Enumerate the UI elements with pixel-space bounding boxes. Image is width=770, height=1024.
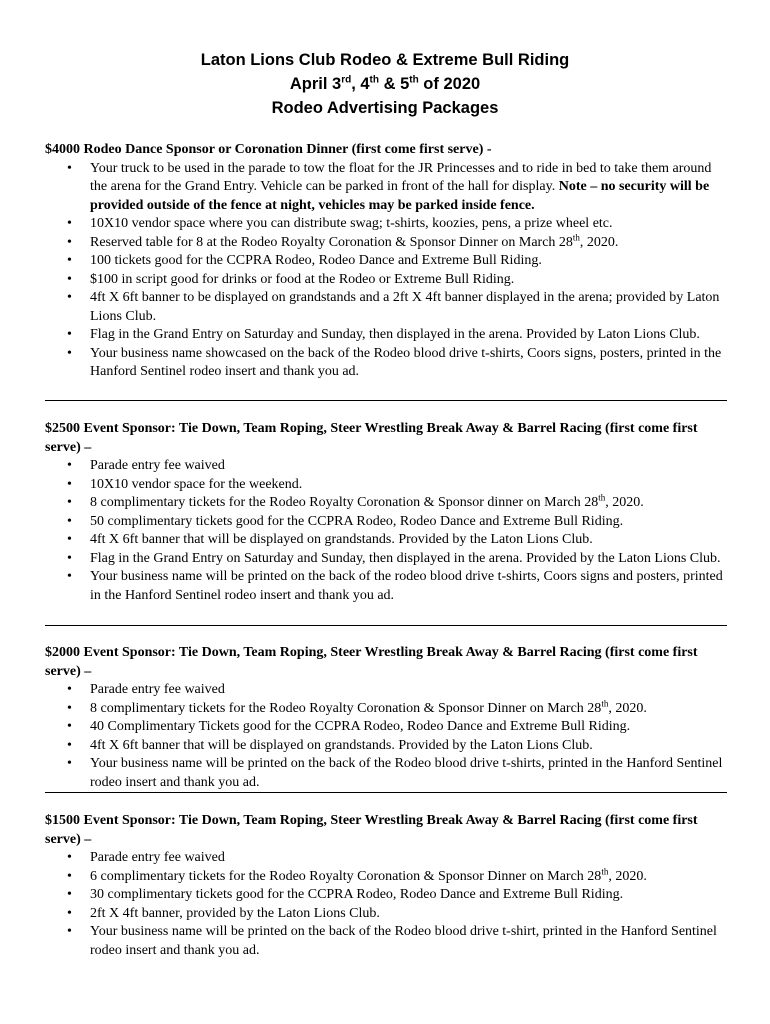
title-line-1: Laton Lions Club Rodeo & Extreme Bull Riding: [200, 51, 570, 69]
package-2500: [45, 420, 727, 605]
package-1500: [45, 812, 727, 960]
list-item: • Your truck to be used in the parade to tow the float for the JR Princesses and to ride in bed to take them around the arena for the Grand Entry. Vehicle can be parked in front of the hall for display. Note – no security will be provided outside of the fence at night, vehicles may be parked inside fence.: [45, 160, 727, 216]
list-item: • Parade entry fee waived: [45, 457, 727, 476]
list-item: • Parade entry fee waived: [45, 681, 727, 700]
package-items: [45, 457, 727, 605]
package-heading: $2500 Event Sponsor: Tie Down, Team Roping, Steer Wrestling Break Away & Barrel Racing (first come first serve) –: [45, 421, 698, 455]
list-item: • 8 complimentary tickets for the Rodeo Royalty Coronation & Sponsor Dinner on March 28th, 2020.: [45, 700, 727, 719]
section-divider: [45, 400, 727, 401]
package-heading: $2000 Event Sponsor: Tie Down, Team Roping, Steer Wrestling Break Away & Barrel Racing (first come first serve) –: [45, 645, 698, 679]
list-item: • 30 complimentary tickets good for the CCPRA Rodeo, Rodeo Dance and Extreme Bull Riding.: [45, 886, 727, 905]
list-item: • Flag in the Grand Entry on Saturday and Sunday, then displayed in the arena. Provided by Laton Lions Club.: [45, 326, 727, 345]
title-line-3: Rodeo Advertising Packages: [271, 99, 499, 117]
section-divider: [45, 625, 727, 626]
package-items: [45, 849, 727, 960]
list-item: • 10X10 vendor space where you can distribute swag; t-shirts, koozies, pens, a prize wheel etc.: [45, 215, 727, 234]
list-item: • 2ft X 4ft banner, provided by the Laton Lions Club.: [45, 905, 727, 924]
list-item: • Your business name will be printed on the back of the Rodeo blood drive t-shirt, printed in the Hanford Sentinel rodeo insert and thank you ad.: [45, 923, 727, 960]
document-title: [0, 48, 770, 120]
package-4000: [45, 141, 727, 382]
list-item: • Flag in the Grand Entry on Saturday and Sunday, then displayed in the arena. Provided by the Laton Lions Club.: [45, 550, 727, 569]
list-item: • $100 in script good for drinks or food at the Rodeo or Extreme Bull Riding.: [45, 271, 727, 290]
list-item: • Your business name will be printed on the back of the rodeo blood drive t-shirts, Coors signs and posters, printed in the Hanford Sentinel rodeo insert and thank you ad.: [45, 568, 727, 605]
section-divider: [45, 792, 727, 793]
list-item: • 10X10 vendor space for the weekend.: [45, 476, 727, 495]
list-item: • 100 tickets good for the CCPRA Rodeo, Rodeo Dance and Extreme Bull Riding.: [45, 252, 727, 271]
package-heading: $4000 Rodeo Dance Sponsor or Coronation Dinner (first come first serve) -: [45, 142, 492, 157]
package-2000: [45, 644, 727, 792]
list-item: • 6 complimentary tickets for the Rodeo Royalty Coronation & Sponsor Dinner on March 28th, 2020.: [45, 868, 727, 887]
list-item: • 8 complimentary tickets for the Rodeo Royalty Coronation & Sponsor dinner on March 28th, 2020.: [45, 494, 727, 513]
package-heading: $1500 Event Sponsor: Tie Down, Team Roping, Steer Wrestling Break Away & Barrel Racing (first come first serve) –: [45, 813, 698, 847]
list-item: • Parade entry fee waived: [45, 849, 727, 868]
package-items: [45, 681, 727, 792]
list-item: • Your business name will be printed on the back of the Rodeo blood drive t-shirts, printed in the Hanford Sentinel rodeo insert and thank you ad.: [45, 755, 727, 792]
title-line-2: April 3rd, 4th & 5th of 2020: [289, 74, 481, 93]
list-item: • Your business name showcased on the back of the Rodeo blood drive t-shirts, Coors signs, posters, printed in the Hanford Sentinel rodeo insert and thank you ad.: [45, 345, 727, 382]
list-item: • 4ft X 6ft banner that will be displayed on grandstands. Provided by the Laton Lions Club.: [45, 737, 727, 756]
list-item: • 4ft X 6ft banner to be displayed on grandstands and a 2ft X 4ft banner displayed in the arena; provided by Laton Lions Club.: [45, 289, 727, 326]
list-item: • Reserved table for 8 at the Rodeo Royalty Coronation & Sponsor Dinner on March 28th, 2020.: [45, 234, 727, 253]
list-item: • 50 complimentary tickets good for the CCPRA Rodeo, Rodeo Dance and Extreme Bull Riding.: [45, 513, 727, 532]
package-items: [45, 160, 727, 382]
list-item: • 40 Complimentary Tickets good for the CCPRA Rodeo, Rodeo Dance and Extreme Bull Riding.: [45, 718, 727, 737]
list-item: • 4ft X 6ft banner that will be displayed on grandstands. Provided by the Laton Lions Club.: [45, 531, 727, 550]
